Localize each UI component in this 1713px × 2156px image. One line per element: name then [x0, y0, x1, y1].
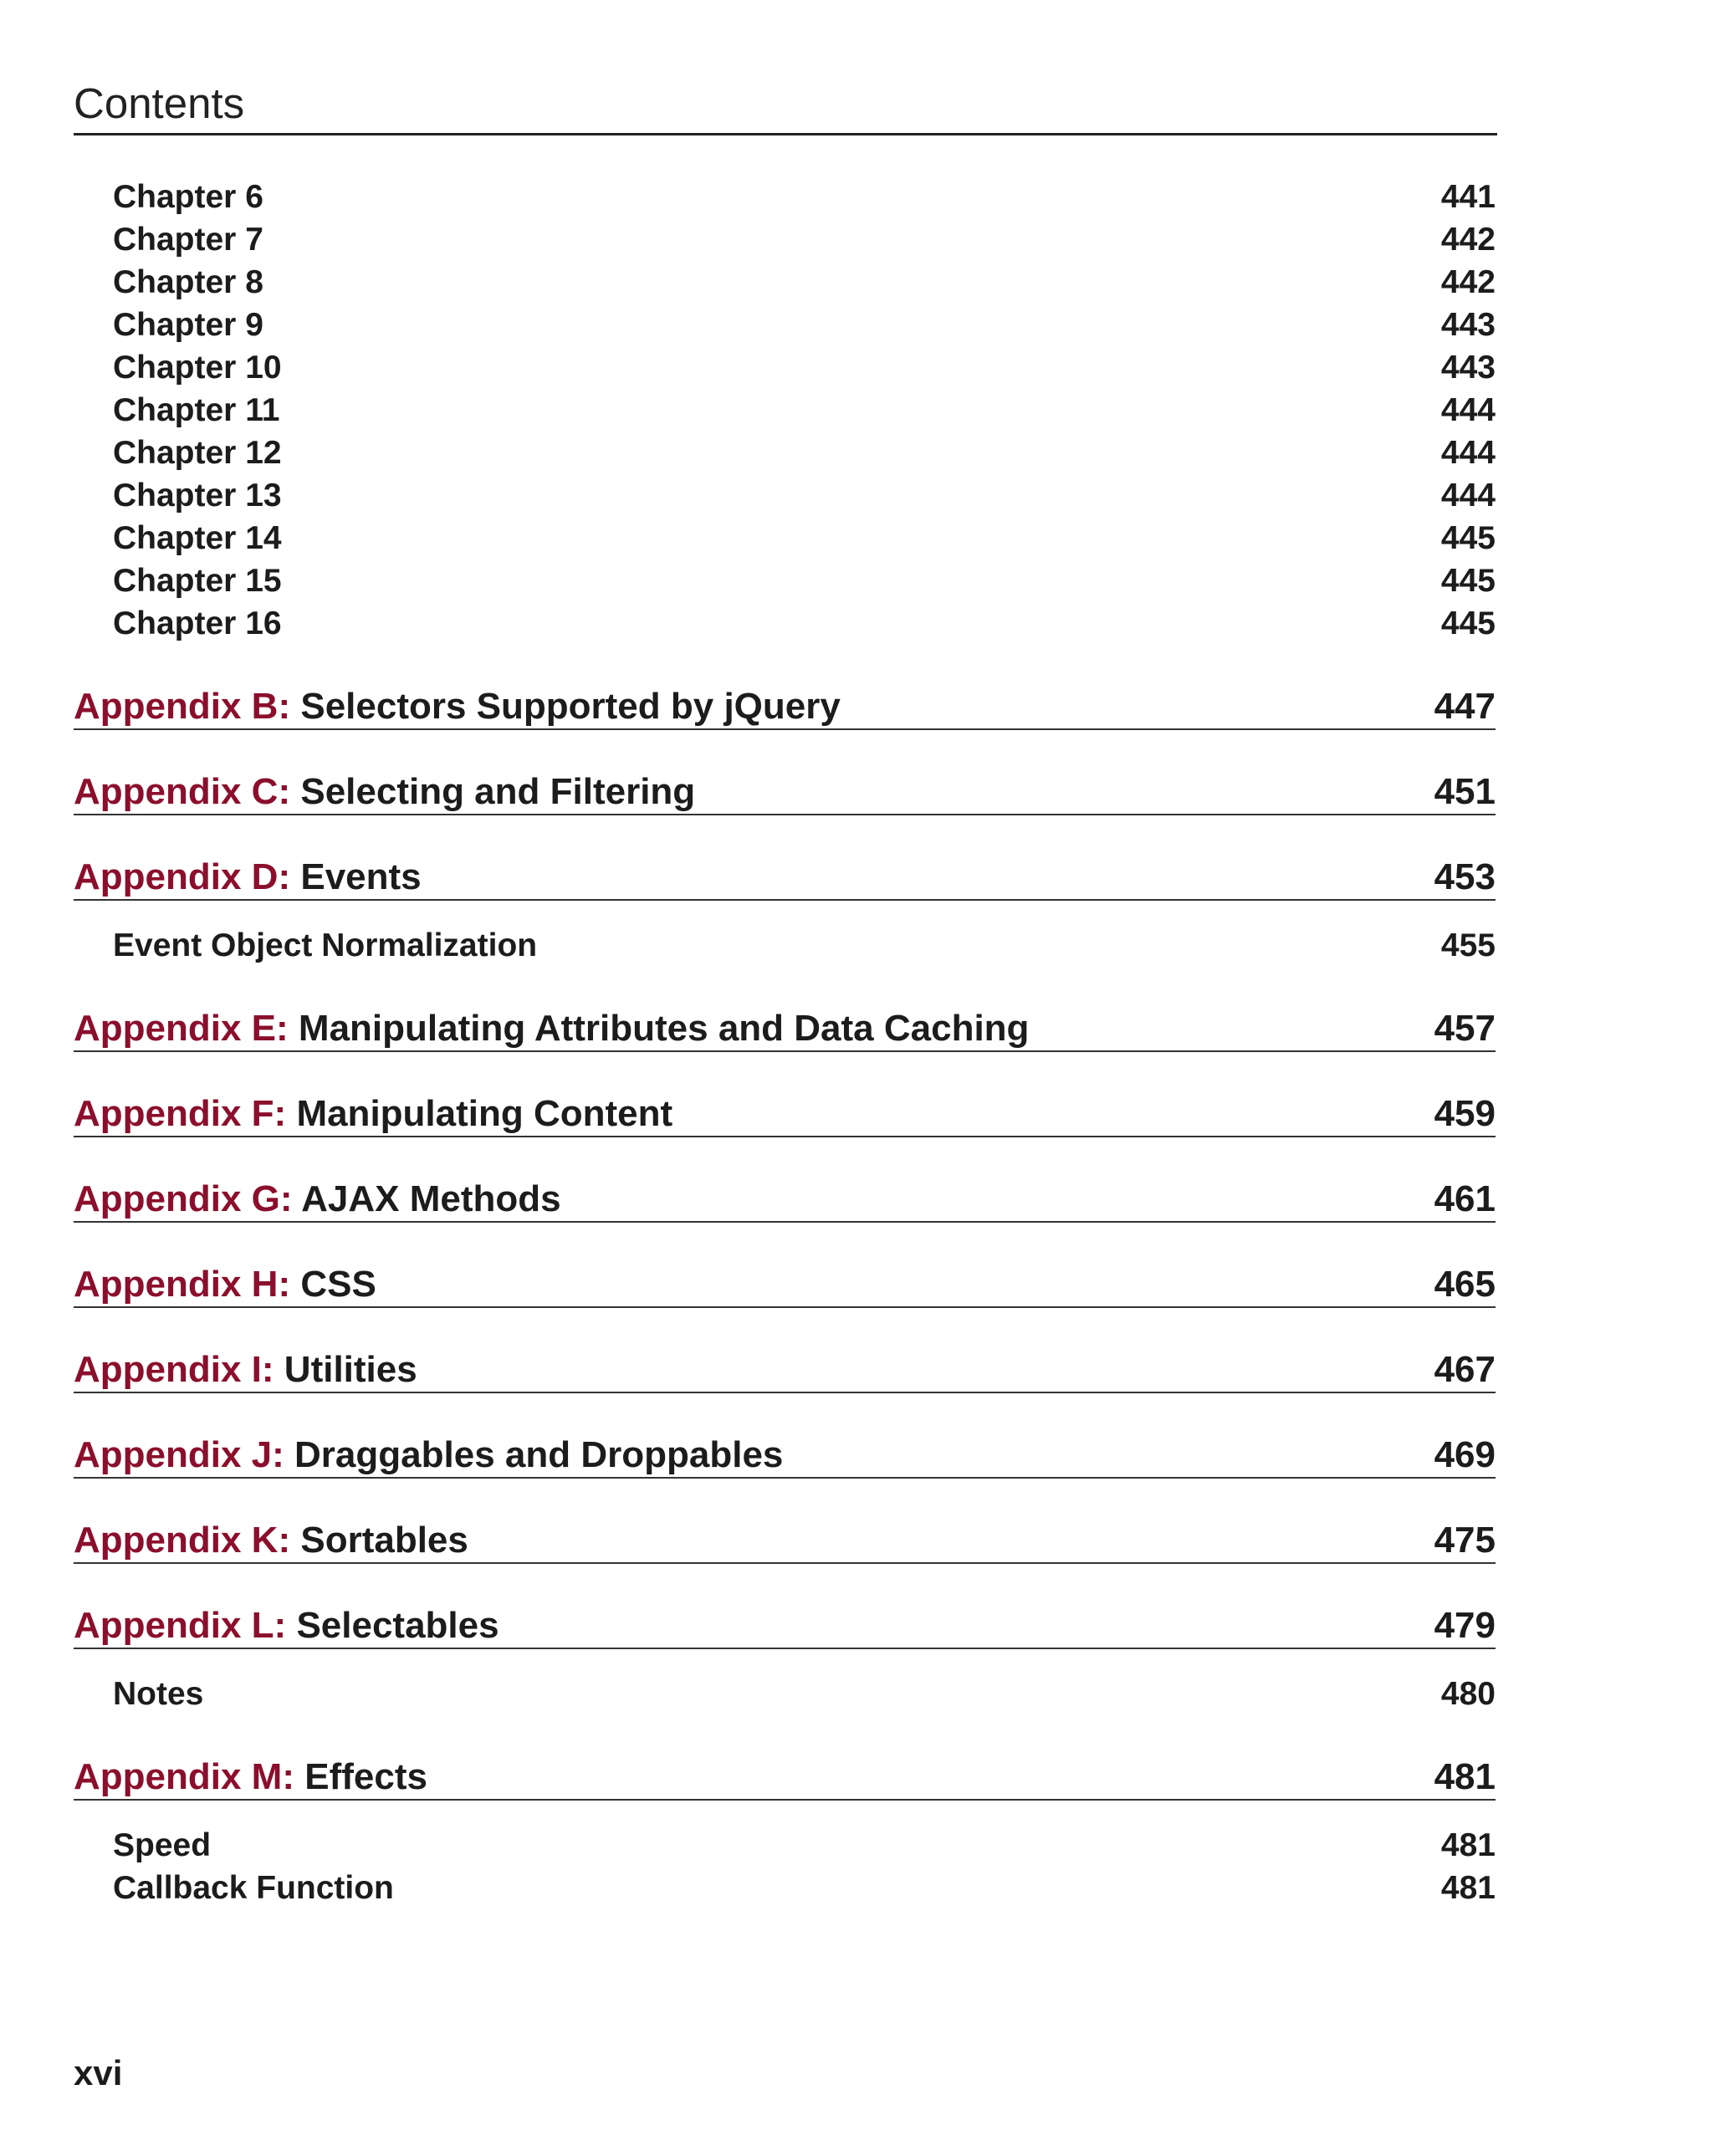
- appendix-prefix: Appendix I:: [74, 1348, 274, 1390]
- chapter-page: 444: [1440, 478, 1496, 513]
- appendix-title: Selectors Supported by jQuery: [300, 685, 841, 727]
- chapter-page: 441: [1440, 179, 1496, 215]
- toc-appendix-k[interactable]: [74, 1512, 1496, 1564]
- appendix-prefix: Appendix F:: [74, 1092, 287, 1134]
- toc-chapter-entry[interactable]: [74, 261, 1496, 304]
- appendix-heading: [74, 687, 841, 727]
- toc-chapter-entry[interactable]: [74, 218, 1496, 261]
- appendix-heading: [74, 772, 695, 812]
- toc-appendix-d[interactable]: [74, 849, 1496, 901]
- toc-appendix-j[interactable]: [74, 1427, 1496, 1479]
- appendix-prefix: Appendix J:: [74, 1433, 284, 1475]
- chapter-page: 445: [1440, 563, 1496, 599]
- chapter-label: Chapter 14: [113, 520, 282, 556]
- section-page: 481: [1440, 1870, 1496, 1906]
- toc-appendix-m[interactable]: [74, 1749, 1496, 1801]
- appendix-title: Draggables and Droppables: [294, 1433, 784, 1475]
- chapter-label: Chapter 16: [113, 605, 282, 641]
- appendix-heading: [74, 1757, 427, 1797]
- chapter-label: Chapter 11: [113, 392, 280, 428]
- toc-appendix-c[interactable]: [74, 764, 1496, 815]
- appendix-prefix: Appendix C:: [74, 770, 291, 812]
- page-header: [74, 75, 1497, 135]
- appendix-prefix: Appendix M:: [74, 1755, 294, 1797]
- appendix-heading: [74, 1094, 672, 1134]
- appendix-page: 465: [1434, 1263, 1496, 1305]
- appendix-heading: [74, 857, 422, 897]
- chapter-page: 442: [1440, 222, 1496, 258]
- toc-chapter-entry[interactable]: [74, 346, 1496, 389]
- page-title: Contents: [74, 79, 245, 127]
- toc-appendix-g[interactable]: [74, 1171, 1496, 1223]
- appendix-d-sections: [74, 924, 1496, 967]
- chapter-label: Chapter 9: [113, 307, 263, 343]
- appendix-heading: [74, 1179, 561, 1219]
- chapter-page: 442: [1440, 264, 1496, 300]
- toc-chapter-entry[interactable]: [74, 176, 1496, 218]
- chapter-page: 444: [1440, 392, 1496, 428]
- toc-chapter-entry[interactable]: [74, 389, 1496, 432]
- toc-chapter-entry[interactable]: [74, 602, 1496, 645]
- appendix-page: 447: [1434, 685, 1496, 727]
- appendix-m-sections: [74, 1824, 1496, 1909]
- appendix-page: 481: [1434, 1755, 1496, 1797]
- appendix-title: Selecting and Filtering: [300, 770, 696, 812]
- chapter-page: 443: [1440, 307, 1496, 343]
- section-label: Notes: [113, 1676, 204, 1712]
- toc-section-entry[interactable]: [74, 1673, 1496, 1715]
- appendix-title: Events: [300, 856, 422, 897]
- appendix-heading: [74, 1606, 499, 1646]
- chapter-label: Chapter 13: [113, 478, 282, 513]
- chapter-page: 444: [1440, 435, 1496, 471]
- appendix-title: Effects: [304, 1755, 427, 1797]
- chapter-label: Chapter 6: [113, 179, 263, 215]
- chapter-page: 445: [1440, 520, 1496, 556]
- chapter-list: [74, 176, 1496, 645]
- appendix-title: Sortables: [300, 1519, 468, 1561]
- appendix-heading: [74, 1435, 783, 1475]
- toc-chapter-entry[interactable]: [74, 304, 1496, 346]
- table-of-contents: [74, 176, 1496, 1909]
- appendix-page: 451: [1434, 770, 1496, 812]
- page-number: xvi: [74, 2053, 123, 2092]
- appendix-l-sections: [74, 1673, 1496, 1715]
- chapter-page: 443: [1440, 350, 1496, 386]
- appendix-prefix: Appendix D:: [74, 856, 291, 897]
- chapter-label: Chapter 8: [113, 264, 263, 300]
- toc-appendix-b[interactable]: [74, 678, 1496, 730]
- section-label: Event Object Normalization: [113, 927, 538, 963]
- chapter-label: Chapter 12: [113, 435, 282, 471]
- appendix-page: 475: [1434, 1519, 1496, 1561]
- toc-chapter-entry[interactable]: [74, 474, 1496, 517]
- appendix-page: 453: [1434, 856, 1496, 897]
- toc-section-entry[interactable]: [74, 1867, 1496, 1909]
- section-page: 480: [1440, 1676, 1496, 1712]
- chapter-page: 445: [1440, 605, 1496, 641]
- appendix-heading: [74, 1520, 468, 1561]
- toc-appendix-f[interactable]: [74, 1086, 1496, 1137]
- toc-section-entry[interactable]: [74, 1824, 1496, 1867]
- appendix-page: 461: [1434, 1178, 1496, 1219]
- section-label: Callback Function: [113, 1870, 394, 1906]
- appendix-title: AJAX Methods: [301, 1178, 561, 1219]
- section-page: 455: [1440, 927, 1496, 963]
- appendix-heading: [74, 1264, 376, 1305]
- appendix-page: 467: [1434, 1348, 1496, 1390]
- section-label: Speed: [113, 1827, 212, 1863]
- appendix-title: Manipulating Attributes and Data Caching: [298, 1007, 1030, 1049]
- appendix-title: CSS: [300, 1263, 376, 1305]
- toc-chapter-entry[interactable]: [74, 432, 1496, 474]
- chapter-label: Chapter 10: [113, 350, 282, 386]
- toc-appendix-l[interactable]: [74, 1597, 1496, 1649]
- toc-appendix-h[interactable]: [74, 1256, 1496, 1308]
- appendix-title: Utilities: [284, 1348, 417, 1390]
- appendix-prefix: Appendix K:: [74, 1519, 291, 1561]
- appendix-prefix: Appendix B:: [74, 685, 291, 727]
- appendix-prefix: Appendix L:: [74, 1604, 287, 1646]
- chapter-label: Chapter 7: [113, 222, 263, 258]
- appendix-prefix: Appendix G:: [74, 1178, 293, 1219]
- appendix-prefix: Appendix E:: [74, 1007, 289, 1049]
- appendix-page: 457: [1434, 1007, 1496, 1049]
- toc-chapter-entry[interactable]: [74, 517, 1496, 559]
- appendix-page: 459: [1434, 1092, 1496, 1134]
- toc-appendix-i[interactable]: [74, 1341, 1496, 1393]
- toc-section-entry[interactable]: [74, 924, 1496, 967]
- appendix-title: Selectables: [296, 1604, 499, 1646]
- appendix-page: 479: [1434, 1604, 1496, 1646]
- section-page: 481: [1440, 1827, 1496, 1863]
- appendix-heading: [74, 1350, 417, 1390]
- appendix-title: Manipulating Content: [296, 1092, 673, 1134]
- appendix-heading: [74, 1009, 1029, 1049]
- appendix-page: 469: [1434, 1433, 1496, 1475]
- chapter-label: Chapter 15: [113, 563, 282, 599]
- appendix-prefix: Appendix H:: [74, 1263, 291, 1305]
- toc-appendix-e[interactable]: [74, 1000, 1496, 1052]
- toc-chapter-entry[interactable]: [74, 559, 1496, 602]
